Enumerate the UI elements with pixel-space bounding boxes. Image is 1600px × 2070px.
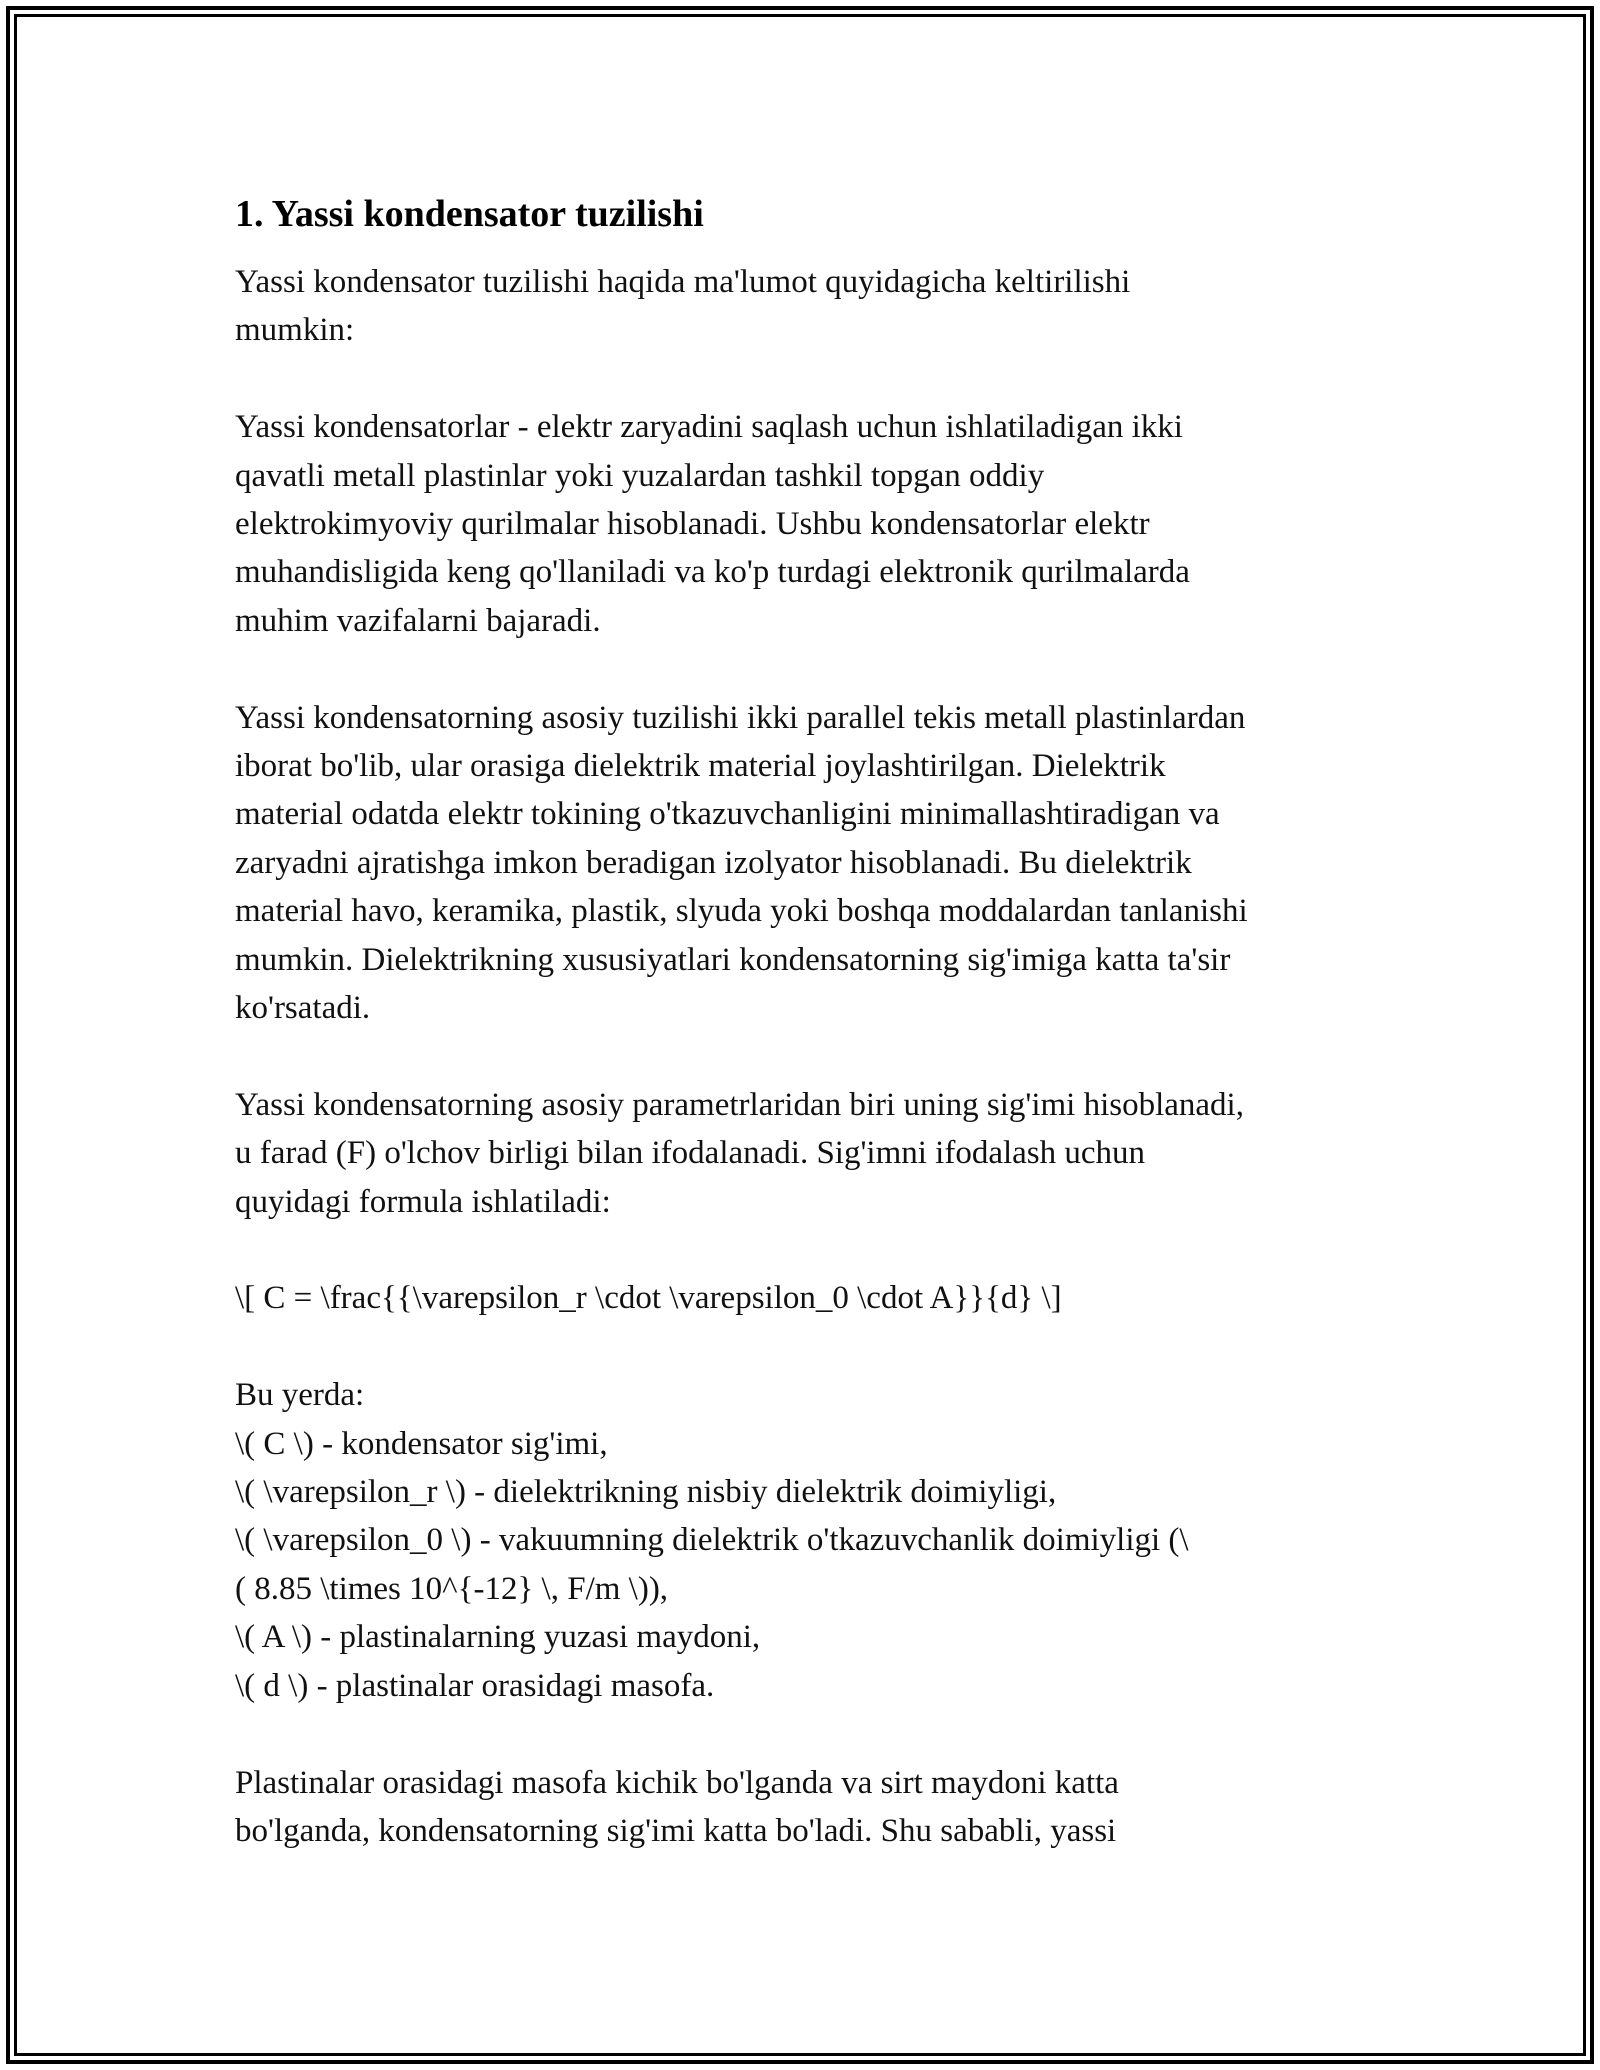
paragraph-capacitance: Yassi kondensatorning asosiy parametrlaridan biri uning sig'imi hisoblanadi, u farad (F) o'lchov birligi bilan ifodalanadi. Sig'imni ifodalash uchun quyidagi formula ishlatiladi: (235, 1086, 1244, 1220)
paragraph-variables: Bu yerda: \( C \) - kondensator sig'imi, \( \varepsilon_r \) - dielektrikning nisbiy dielektrik doimiyligi, \( \varepsilon_0 \) - vakuumning dielektrik o'tkazuvchanlik doimiyligi (\ ( 8.85 \times 10^{-12} \, F/m \)), \( A \) - plastinalarning yuzasi maydoni, \( d \) - plastinalar orasidagi masofa. (235, 1377, 1189, 1704)
section-heading: 1. Yassi kondensator tuzilishi (235, 193, 704, 235)
paragraph-structure: Yassi kondensatorning asosiy tuzilishi ikki parallel tekis metall plastinlardan iborat bo'lib, ular orasiga dielektrik material joylashtirilgan. Dielektrik material odatda elektr tokining o'tkazuvchanligini minimallashtiradigan va zaryadni ajratishga imkon beradigan izolyator hisoblanadi. Bu dielektrik material havo, keramika, plastik, slyuda yoki boshqa moddalardan tanlanishi mumkin. Dielektrikning xususiyatlari kondensatorning sig'imiga katta ta'sir ko'rsatadi. (235, 699, 1248, 1027)
formula-capacitance: \[ C = \frac{{\varepsilon_r \cdot \varepsilon_0 \cdot A}}{d} \] (235, 1280, 1062, 1317)
paragraph-definition: Yassi kondensatorlar - elektr zaryadini saqlash uchun ishlatiladigan ikki qavatli metall plastinlar yoki yuzalardan tashkil topgan oddiy elektrokimyoviy qurilmalar hisoblanadi. Ushbu kondensatorlar elektr muhandisligida keng qo'llaniladi va ko'p turdagi elektronik qurilmalarda muhim vazifalarni bajaradi. (235, 409, 1190, 639)
paragraph-conclusion: Plastinalar orasidagi masofa kichik bo'lganda va sirt maydoni katta bo'lganda, kondensatorning sig'imi katta bo'ladi. Shu sababli, yassi (235, 1764, 1119, 1849)
document-body (235, 186, 1375, 1904)
paragraph-intro: Yassi kondensator tuzilishi haqida ma'lumot quyidagicha keltirilishi mumkin: (235, 264, 1131, 349)
